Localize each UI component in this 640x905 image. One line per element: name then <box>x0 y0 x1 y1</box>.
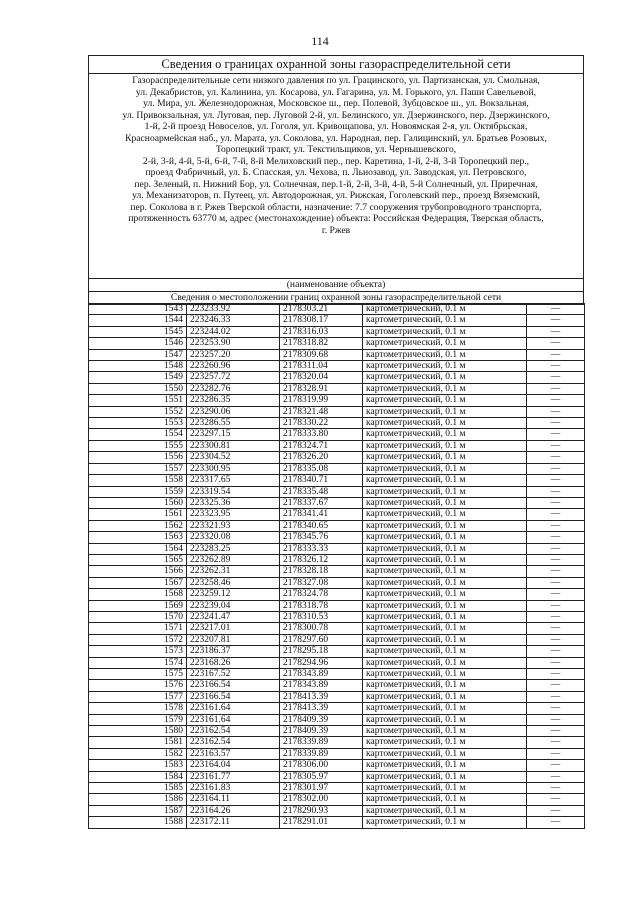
y-coordinate-cell: 2178310.53 <box>280 611 363 622</box>
y-coordinate-cell: 2178409.39 <box>280 714 363 725</box>
table-row <box>89 338 585 349</box>
description-cell: — <box>527 554 585 565</box>
x-coordinate-cell: 223300.95 <box>187 463 280 474</box>
description-cell: — <box>527 771 585 782</box>
description-cell: — <box>527 543 585 554</box>
y-coordinate-cell: 2178316.03 <box>280 326 363 337</box>
y-coordinate-cell: 2178343.89 <box>280 680 363 691</box>
table-row <box>89 361 585 372</box>
description-line: ул. Механизаторов, п. Путеец, ул. Автодорожная, ул. Рижская, Гоголевский пер., проезд Вяземский, <box>132 190 540 201</box>
point-number-cell: 1581 <box>89 737 187 748</box>
point-number-cell: 1555 <box>89 440 187 451</box>
description-cell: — <box>527 726 585 737</box>
point-number-cell: 1576 <box>89 680 187 691</box>
description-cell: — <box>527 395 585 406</box>
y-coordinate-cell: 2178297.60 <box>280 634 363 645</box>
point-number-cell: 1554 <box>89 429 187 440</box>
method-cell: картометрический, 0.1 м <box>363 463 527 474</box>
x-coordinate-cell: 223282.76 <box>187 383 280 394</box>
method-cell: картометрический, 0.1 м <box>363 634 527 645</box>
y-coordinate-cell: 2178339.89 <box>280 737 363 748</box>
point-number-cell: 1578 <box>89 703 187 714</box>
point-number-cell: 1571 <box>89 623 187 634</box>
table-row <box>89 805 585 816</box>
description-cell: — <box>527 326 585 337</box>
method-cell: картометрический, 0.1 м <box>363 794 527 805</box>
method-cell: картометрический, 0.1 м <box>363 372 527 383</box>
description-cell: — <box>527 452 585 463</box>
description-cell: — <box>527 748 585 759</box>
x-coordinate-cell: 223253.90 <box>187 338 280 349</box>
y-coordinate-cell: 2178294.96 <box>280 657 363 668</box>
table-row <box>89 691 585 702</box>
method-cell: картометрический, 0.1 м <box>363 817 527 828</box>
point-number-cell: 1588 <box>89 817 187 828</box>
description-cell: — <box>527 520 585 531</box>
x-coordinate-cell: 223164.04 <box>187 760 280 771</box>
table-row <box>89 771 585 782</box>
point-number-cell: 1573 <box>89 646 187 657</box>
point-number-cell: 1549 <box>89 372 187 383</box>
description-cell: — <box>527 361 585 372</box>
y-coordinate-cell: 2178333.80 <box>280 429 363 440</box>
y-coordinate-cell: 2178413.39 <box>280 703 363 714</box>
table-row <box>89 554 585 565</box>
description-cell: — <box>527 691 585 702</box>
table-row <box>89 703 585 714</box>
x-coordinate-cell: 223320.08 <box>187 532 280 543</box>
description-cell: — <box>527 737 585 748</box>
x-coordinate-cell: 223217.01 <box>187 623 280 634</box>
method-cell: картометрический, 0.1 м <box>363 361 527 372</box>
method-cell: картометрический, 0.1 м <box>363 623 527 634</box>
y-coordinate-cell: 2178337.67 <box>280 497 363 508</box>
table-row <box>89 577 585 588</box>
object-name-caption: (наименование объекта) <box>89 278 583 291</box>
point-number-cell: 1586 <box>89 794 187 805</box>
description-cell: — <box>527 714 585 725</box>
method-cell: картометрический, 0.1 м <box>363 805 527 816</box>
method-cell: картометрический, 0.1 м <box>363 726 527 737</box>
x-coordinate-cell: 223168.26 <box>187 657 280 668</box>
point-number-cell: 1547 <box>89 349 187 360</box>
method-cell: картометрический, 0.1 м <box>363 600 527 611</box>
point-number-cell: 1559 <box>89 486 187 497</box>
y-coordinate-cell: 2178306.00 <box>280 760 363 771</box>
method-cell: картометрический, 0.1 м <box>363 338 527 349</box>
table-row <box>89 600 585 611</box>
table-row <box>89 543 585 554</box>
table-row <box>89 611 585 622</box>
description-cell: — <box>527 577 585 588</box>
y-coordinate-cell: 2178409.39 <box>280 726 363 737</box>
point-number-cell: 1563 <box>89 532 187 543</box>
point-number-cell: 1561 <box>89 509 187 520</box>
x-coordinate-cell: 223262.31 <box>187 566 280 577</box>
y-coordinate-cell: 2178290.93 <box>280 805 363 816</box>
point-number-cell: 1583 <box>89 760 187 771</box>
description-cell: — <box>527 349 585 360</box>
y-coordinate-cell: 2178311.04 <box>280 361 363 372</box>
description-line: г. Ржев <box>321 224 351 236</box>
description-cell: — <box>527 634 585 645</box>
y-coordinate-cell: 2178302.00 <box>280 794 363 805</box>
point-number-cell: 1568 <box>89 589 187 600</box>
point-number-cell: 1574 <box>89 657 187 668</box>
x-coordinate-cell: 223161.83 <box>187 783 280 794</box>
x-coordinate-cell: 223290.06 <box>187 406 280 417</box>
description-cell: — <box>527 760 585 771</box>
document-title: Сведения о границах охранной зоны газораспределительной сети <box>89 56 583 74</box>
x-coordinate-cell: 223172.11 <box>187 817 280 828</box>
point-number-cell: 1569 <box>89 600 187 611</box>
y-coordinate-cell: 2178326.20 <box>280 452 363 463</box>
method-cell: картометрический, 0.1 м <box>363 497 527 508</box>
table-row <box>89 486 585 497</box>
y-coordinate-cell: 2178345.76 <box>280 532 363 543</box>
y-coordinate-cell: 2178320.04 <box>280 372 363 383</box>
method-cell: картометрический, 0.1 м <box>363 440 527 451</box>
table-row <box>89 783 585 794</box>
y-coordinate-cell: 2178318.78 <box>280 600 363 611</box>
table-row <box>89 429 585 440</box>
description-line: ул. Декабристов, ул. Калинина, ул. Косарова, ул. Гагарина, ул. М. Горького, ул. Паши Савельевой, <box>135 86 537 98</box>
point-number-cell: 1565 <box>89 554 187 565</box>
x-coordinate-cell: 223166.54 <box>187 691 280 702</box>
x-coordinate-cell: 223162.54 <box>187 726 280 737</box>
table-row <box>89 634 585 645</box>
x-coordinate-cell: 223325.36 <box>187 497 280 508</box>
method-cell: картометрический, 0.1 м <box>363 554 527 565</box>
description-cell: — <box>527 657 585 668</box>
point-number-cell: 1550 <box>89 383 187 394</box>
method-cell: картометрический, 0.1 м <box>363 611 527 622</box>
description-cell: — <box>527 372 585 383</box>
method-cell: картометрический, 0.1 м <box>363 326 527 337</box>
point-number-cell: 1552 <box>89 406 187 417</box>
y-coordinate-cell: 2178326.12 <box>280 554 363 565</box>
table-row <box>89 497 585 508</box>
description-cell: — <box>527 783 585 794</box>
description-cell: — <box>527 440 585 451</box>
y-coordinate-cell: 2178318.82 <box>280 338 363 349</box>
table-row <box>89 383 585 394</box>
method-cell: картометрический, 0.1 м <box>363 680 527 691</box>
y-coordinate-cell: 2178335.48 <box>280 486 363 497</box>
point-number-cell: 1551 <box>89 395 187 406</box>
y-coordinate-cell: 2178309.68 <box>280 349 363 360</box>
method-cell: картометрический, 0.1 м <box>363 406 527 417</box>
y-coordinate-cell: 2178301.97 <box>280 783 363 794</box>
description-line: Торопецкий тракт, ул. Текстильщиков, ул. Чернышевского, <box>215 144 457 155</box>
table-row <box>89 406 585 417</box>
description-cell: — <box>527 600 585 611</box>
x-coordinate-cell: 223283.25 <box>187 543 280 554</box>
header-block <box>88 55 584 305</box>
y-coordinate-cell: 2178339.89 <box>280 748 363 759</box>
x-coordinate-cell: 223286.55 <box>187 418 280 429</box>
method-cell: картометрический, 0.1 м <box>363 532 527 543</box>
method-cell: картометрический, 0.1 м <box>363 748 527 759</box>
description-line: Красноармейская наб., ул. Марата, ул. Соколова, ул. Народная, пер. Галицинский, ул. Братьев Розовых, <box>125 132 547 144</box>
description-cell: — <box>527 611 585 622</box>
description-cell: — <box>527 589 585 600</box>
y-coordinate-cell: 2178330.22 <box>280 418 363 429</box>
method-cell: картометрический, 0.1 м <box>363 771 527 782</box>
point-number-cell: 1560 <box>89 497 187 508</box>
description-cell: — <box>527 406 585 417</box>
table-row <box>89 760 585 771</box>
point-number-cell: 1548 <box>89 361 187 372</box>
method-cell: картометрический, 0.1 м <box>363 395 527 406</box>
description-cell: — <box>527 509 585 520</box>
point-number-cell: 1558 <box>89 475 187 486</box>
description-cell: — <box>527 418 585 429</box>
table-row <box>89 657 585 668</box>
description-cell: — <box>527 646 585 657</box>
x-coordinate-cell: 223297.15 <box>187 429 280 440</box>
y-coordinate-cell: 2178324.71 <box>280 440 363 451</box>
table-row <box>89 748 585 759</box>
method-cell: картометрический, 0.1 м <box>363 691 527 702</box>
method-cell: картометрический, 0.1 м <box>363 349 527 360</box>
x-coordinate-cell: 223246.33 <box>187 315 280 326</box>
x-coordinate-cell: 223233.92 <box>187 304 280 315</box>
x-coordinate-cell: 223167.52 <box>187 669 280 680</box>
x-coordinate-cell: 223300.81 <box>187 440 280 451</box>
table-row <box>89 304 585 315</box>
table-row <box>89 646 585 657</box>
x-coordinate-cell: 223162.54 <box>187 737 280 748</box>
description-line: Газораспределительные сети низкого давления по ул. Грацинского, ул. Партизанская, ул. Смольная, <box>132 75 540 86</box>
description-cell: — <box>527 315 585 326</box>
y-coordinate-cell: 2178324.78 <box>280 589 363 600</box>
table-row <box>89 737 585 748</box>
table-row <box>89 315 585 326</box>
description-cell: — <box>527 486 585 497</box>
x-coordinate-cell: 223164.26 <box>187 805 280 816</box>
method-cell: картометрический, 0.1 м <box>363 315 527 326</box>
description-line: 1-й, 2-й проезд Новоселов, ул. Гоголя, ул. Кривощапова, ул. Новоямская 2-я, ул. Октябрьская, <box>144 121 528 132</box>
table-row <box>89 509 585 520</box>
y-coordinate-cell: 2178300.78 <box>280 623 363 634</box>
description-cell: — <box>527 304 585 315</box>
point-number-cell: 1556 <box>89 452 187 463</box>
table-row <box>89 349 585 360</box>
table-row <box>89 440 585 451</box>
point-number-cell: 1553 <box>89 418 187 429</box>
description-cell: — <box>527 383 585 394</box>
x-coordinate-cell: 223163.57 <box>187 748 280 759</box>
object-description <box>89 74 583 278</box>
description-cell: — <box>527 703 585 714</box>
description-line: ул. Привокзальная, ул. Луговая, пер. Луговой 2-й, ул. Белинского, ул. Дзержинского, пер. Дзержинского, <box>122 109 550 121</box>
table-row <box>89 520 585 531</box>
x-coordinate-cell: 223239.04 <box>187 600 280 611</box>
x-coordinate-cell: 223241.47 <box>187 611 280 622</box>
page-number: 114 <box>311 34 329 48</box>
y-coordinate-cell: 2178335.08 <box>280 463 363 474</box>
description-line: 2-й, 3-й, 4-й, 5-й, 6-й, 7-й, 8-й Мелиховский пер., пер. Каретина, 1-й, 2-й, 3-й Торопецкий пер., <box>142 155 530 167</box>
y-coordinate-cell: 2178295.18 <box>280 646 363 657</box>
table-row <box>89 726 585 737</box>
x-coordinate-cell: 223259.12 <box>187 589 280 600</box>
description-line: протяженность 63770 м, адрес (местонахождение) объекта: Российская Федерация, Тверская область, <box>128 213 544 224</box>
x-coordinate-cell: 223286.35 <box>187 395 280 406</box>
table-row <box>89 817 585 828</box>
table-row <box>89 794 585 805</box>
method-cell: картометрический, 0.1 м <box>363 486 527 497</box>
point-number-cell: 1543 <box>89 304 187 315</box>
y-coordinate-cell: 2178328.18 <box>280 566 363 577</box>
method-cell: картометрический, 0.1 м <box>363 714 527 725</box>
table-row <box>89 532 585 543</box>
description-cell: — <box>527 463 585 474</box>
y-coordinate-cell: 2178340.71 <box>280 475 363 486</box>
point-number-cell: 1564 <box>89 543 187 554</box>
x-coordinate-cell: 223321.93 <box>187 520 280 531</box>
x-coordinate-cell: 223166.54 <box>187 680 280 691</box>
table-row <box>89 395 585 406</box>
point-number-cell: 1579 <box>89 714 187 725</box>
point-number-cell: 1585 <box>89 783 187 794</box>
method-cell: картометрический, 0.1 м <box>363 657 527 668</box>
description-cell: — <box>527 669 585 680</box>
point-number-cell: 1572 <box>89 634 187 645</box>
point-number-cell: 1567 <box>89 577 187 588</box>
table-row <box>89 669 585 680</box>
method-cell: картометрический, 0.1 м <box>363 543 527 554</box>
description-cell: — <box>527 817 585 828</box>
table-row <box>89 623 585 634</box>
table-row <box>89 463 585 474</box>
point-number-cell: 1544 <box>89 315 187 326</box>
x-coordinate-cell: 223161.64 <box>187 714 280 725</box>
method-cell: картометрический, 0.1 м <box>363 737 527 748</box>
x-coordinate-cell: 223257.72 <box>187 372 280 383</box>
method-cell: картометрический, 0.1 м <box>363 429 527 440</box>
method-cell: картометрический, 0.1 м <box>363 475 527 486</box>
table-row <box>89 680 585 691</box>
x-coordinate-cell: 223207.81 <box>187 634 280 645</box>
method-cell: картометрический, 0.1 м <box>363 452 527 463</box>
table-row <box>89 372 585 383</box>
y-coordinate-cell: 2178321.48 <box>280 406 363 417</box>
table-row <box>89 475 585 486</box>
method-cell: картометрический, 0.1 м <box>363 520 527 531</box>
description-cell: — <box>527 680 585 691</box>
x-coordinate-cell: 223186.37 <box>187 646 280 657</box>
method-cell: картометрический, 0.1 м <box>363 783 527 794</box>
x-coordinate-cell: 223304.52 <box>187 452 280 463</box>
x-coordinate-cell: 223164.11 <box>187 794 280 805</box>
x-coordinate-cell: 223161.77 <box>187 771 280 782</box>
method-cell: картометрический, 0.1 м <box>363 577 527 588</box>
description-cell: — <box>527 338 585 349</box>
table-row <box>89 452 585 463</box>
point-number-cell: 1580 <box>89 726 187 737</box>
x-coordinate-cell: 223262.89 <box>187 554 280 565</box>
table-row <box>89 714 585 725</box>
x-coordinate-cell: 223258.46 <box>187 577 280 588</box>
coordinates-table <box>88 303 585 829</box>
method-cell: картометрический, 0.1 м <box>363 418 527 429</box>
point-number-cell: 1545 <box>89 326 187 337</box>
y-coordinate-cell: 2178303.21 <box>280 304 363 315</box>
y-coordinate-cell: 2178327.08 <box>280 577 363 588</box>
point-number-cell: 1584 <box>89 771 187 782</box>
table-subtitle: Сведения о местоположении границ охранной зоны газораспределительной сети <box>89 291 583 304</box>
description-cell: — <box>527 805 585 816</box>
y-coordinate-cell: 2178343.89 <box>280 669 363 680</box>
description-cell: — <box>527 475 585 486</box>
description-cell: — <box>527 532 585 543</box>
point-number-cell: 1546 <box>89 338 187 349</box>
table-row <box>89 589 585 600</box>
description-line: проезд Фабричный, ул. Б. Спасская, ул. Чехова, п. Льнозавод, ул. Заводская, ул. Петровского, <box>145 167 527 178</box>
point-number-cell: 1570 <box>89 611 187 622</box>
method-cell: картометрический, 0.1 м <box>363 703 527 714</box>
description-cell: — <box>527 623 585 634</box>
method-cell: картометрический, 0.1 м <box>363 566 527 577</box>
description-cell: — <box>527 794 585 805</box>
point-number-cell: 1582 <box>89 748 187 759</box>
method-cell: картометрический, 0.1 м <box>363 383 527 394</box>
table-row <box>89 566 585 577</box>
point-number-cell: 1562 <box>89 520 187 531</box>
y-coordinate-cell: 2178319.99 <box>280 395 363 406</box>
x-coordinate-cell: 223257.20 <box>187 349 280 360</box>
table-row <box>89 418 585 429</box>
x-coordinate-cell: 223323.95 <box>187 509 280 520</box>
x-coordinate-cell: 223161.64 <box>187 703 280 714</box>
description-line: пер. Зеленый, п. Нижний Бор, ул. Солнечная, пер.1-й, 2-й, 3-й, 4-й, 5-й Солнечный, ул. Приречная, <box>134 178 538 190</box>
x-coordinate-cell: 223260.96 <box>187 361 280 372</box>
point-number-cell: 1577 <box>89 691 187 702</box>
method-cell: картометрический, 0.1 м <box>363 509 527 520</box>
description-line: пер. Соколова в г. Ржев Тверской области, назначение: 7.7 сооружения трубопроводного транспорта, <box>130 201 542 213</box>
point-number-cell: 1575 <box>89 669 187 680</box>
table-row <box>89 326 585 337</box>
y-coordinate-cell: 2178413.39 <box>280 691 363 702</box>
y-coordinate-cell: 2178341.41 <box>280 509 363 520</box>
y-coordinate-cell: 2178333.33 <box>280 543 363 554</box>
y-coordinate-cell: 2178305.97 <box>280 771 363 782</box>
method-cell: картометрический, 0.1 м <box>363 589 527 600</box>
point-number-cell: 1566 <box>89 566 187 577</box>
method-cell: картометрический, 0.1 м <box>363 304 527 315</box>
y-coordinate-cell: 2178308.17 <box>280 315 363 326</box>
method-cell: картометрический, 0.1 м <box>363 646 527 657</box>
y-coordinate-cell: 2178291.01 <box>280 817 363 828</box>
point-number-cell: 1557 <box>89 463 187 474</box>
point-number-cell: 1587 <box>89 805 187 816</box>
x-coordinate-cell: 223317.65 <box>187 475 280 486</box>
description-cell: — <box>527 566 585 577</box>
x-coordinate-cell: 223244.02 <box>187 326 280 337</box>
description-cell: — <box>527 429 585 440</box>
y-coordinate-cell: 2178340.65 <box>280 520 363 531</box>
y-coordinate-cell: 2178328.91 <box>280 383 363 394</box>
method-cell: картометрический, 0.1 м <box>363 669 527 680</box>
description-line: ул. Мира, ул. Железнодорожная, Московское ш., пер. Полевой, Зубцовское ш., ул. Вокзальная, <box>143 98 529 109</box>
method-cell: картометрический, 0.1 м <box>363 760 527 771</box>
x-coordinate-cell: 223319.54 <box>187 486 280 497</box>
description-cell: — <box>527 497 585 508</box>
